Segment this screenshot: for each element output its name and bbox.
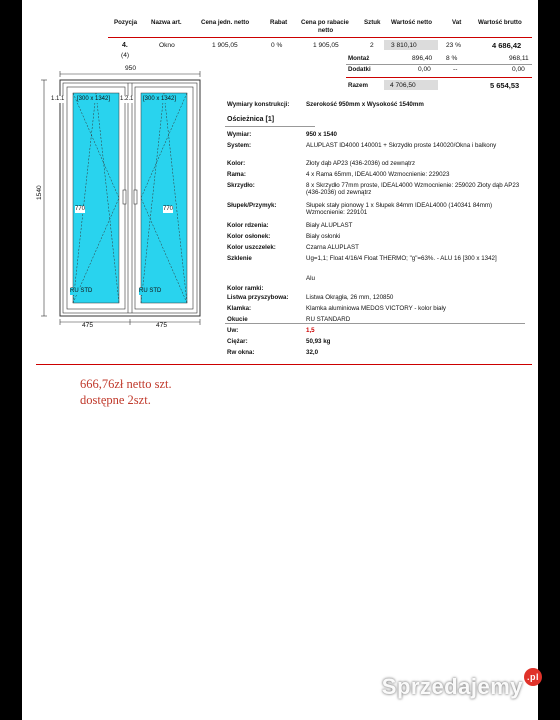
spec-label: Kolor osłonek:: [227, 233, 271, 240]
spec-value: Biały osłonki: [306, 233, 341, 240]
left-glass-pane: [73, 93, 119, 303]
watermark-suffix: .pl: [524, 668, 542, 686]
spec-wymiary-label: Wymiary konstrukcji:: [227, 101, 290, 108]
watermark-text: Sprzedajemy: [381, 674, 523, 699]
spec-wymiary-value: Szerokość 950mm x Wysokość 1540mm: [306, 101, 424, 108]
dim-bottom-right: 475: [156, 322, 168, 329]
right-glass-size: [300 x 1342]: [143, 96, 177, 102]
price-note: 666,76zł netto szt.: [80, 377, 172, 391]
window-drawing: [34, 62, 214, 342]
spec-label: Kolor rdzenia:: [227, 222, 269, 229]
spec-label: Kolor uszczelek:: [227, 244, 276, 251]
row-wartosc-netto: 3 810,10: [391, 42, 417, 49]
row-rabat: 0 %: [271, 42, 283, 49]
header-cena-jedn: Cena jedn. netto: [201, 19, 250, 26]
row-sztuk: 2: [370, 42, 374, 49]
spec-value: Klamka aluminiowa MEDOS VICTORY - kolor biały: [306, 305, 446, 312]
spec-label: Kolor ramki:: [227, 285, 264, 292]
uw-value: 1,5: [306, 327, 315, 334]
spec-value: RU STANDARD: [306, 316, 351, 323]
left-handle-height: 770: [75, 206, 86, 212]
spec-label: Szklenie: [227, 255, 252, 262]
spec-label: Okucie: [227, 316, 248, 323]
row-cena-jedn: 1 905,05: [212, 42, 238, 49]
extra-dodatki-netto: 0,00: [418, 66, 431, 73]
ciezar-value: 50,93 kg: [306, 338, 331, 345]
uw-label: Uw:: [227, 327, 239, 334]
availability-note: dostępne 2szt.: [80, 393, 151, 407]
spec-section-underline: [225, 126, 315, 127]
extra-montaz-netto: 896,40: [412, 55, 433, 62]
document-page: [22, 0, 538, 720]
extra-montaz-label: Montaż: [348, 55, 370, 62]
spec-value: Ug=1,1; Float 4/16/4 Float THERMO; "g"=63%. - ALU 16 [300 x 1342]: [306, 255, 497, 262]
header-nazwa: Nazwa art.: [151, 19, 182, 26]
spec-label: Wymiar:: [227, 131, 252, 138]
rw-value: 32,0: [306, 349, 319, 356]
row-pozycja-sub: (4): [121, 52, 130, 59]
section-divider: [36, 364, 532, 365]
extra-montaz-brutto: 968,11: [509, 55, 529, 62]
extra-dodatki-label: Dodatki: [348, 66, 371, 73]
right-vent-label: RU STD: [139, 288, 162, 294]
dim-bottom-left: 475: [82, 322, 94, 329]
row-vat: 23 %: [446, 42, 462, 49]
dim-height: 1540: [36, 185, 43, 200]
left-sash-id: 1.1.1: [51, 96, 65, 102]
extra-montaz-vat: 8 %: [446, 55, 458, 62]
row-pozycja: 4.: [122, 42, 128, 49]
spec-label: Słupek/Przymyk:: [227, 202, 277, 209]
right-glass-pane: [141, 93, 187, 303]
spec-value: 950 x 1540: [306, 131, 337, 138]
spec-value: Biały ALUPLAST: [306, 222, 353, 229]
spec-divider: [225, 323, 525, 324]
spec-value: Słupek stały pionowy 1 x Słupek 84mm IDEAL4000 (140341 84mm) Wzmocnienie: 229101: [306, 202, 493, 217]
right-sash-id: 1.2.1: [120, 96, 134, 102]
extra-divider-2: [346, 77, 532, 78]
spec-value: 4 x Rama 65mm, IDEAL4000 Wzmocnienie: 229023: [306, 171, 450, 178]
header-wartosc-netto: Wartość netto: [391, 19, 433, 26]
spec-value: ALUPLAST ID4000 140001 + Skrzydło proste 140020/Okna i balkony: [306, 142, 497, 149]
rw-label: Rw okna:: [227, 349, 255, 356]
left-glass-size: [300 x 1342]: [77, 96, 111, 102]
spec-label: Skrzydło:: [227, 182, 255, 189]
spec-value: 8 x Skrzydło 77mm proste, IDEAL4000 Wzmocnienie: 259020 Złoty dąb AP23 (436-2036) od zewnątrz: [306, 182, 520, 197]
right-handle-icon: [134, 190, 137, 204]
spec-value: Czarna ALUPLAST: [306, 244, 359, 251]
dim-width: 950: [125, 65, 137, 72]
spec-value: Alu: [306, 275, 315, 282]
header-wartosc-brutto: Wartość brutto: [478, 19, 522, 26]
header-cena-po-rabacie-netto: netto: [318, 27, 334, 34]
razem-netto: 4 706,50: [390, 82, 416, 89]
watermark-logo: [382, 674, 542, 700]
header-sztuk: Sztuk: [364, 19, 381, 26]
right-handle-height: 770: [163, 206, 174, 212]
razem-label: Razem: [348, 82, 368, 89]
left-vent-label: RU STD: [70, 288, 93, 294]
extra-dodatki-brutto: 0,00: [512, 66, 525, 73]
extra-dodatki-vat: --: [453, 66, 458, 73]
row-nazwa: Okno: [159, 42, 175, 49]
header-cena-po-rabacie: Cena po rabacie: [301, 19, 349, 26]
row-cena-po-rabacie: 1 905,05: [313, 42, 339, 49]
row-wartosc-brutto: 4 686,42: [492, 41, 522, 50]
spec-label: Kolor:: [227, 160, 246, 167]
left-handle-icon: [123, 190, 126, 204]
spec-label: Rama:: [227, 171, 246, 178]
extra-divider-1: [346, 64, 532, 65]
header-divider: [108, 37, 532, 38]
spec-label: Listwa przyszybowa:: [227, 294, 289, 301]
spec-label: Klamka:: [227, 305, 252, 312]
spec-section-title: Ościeżnica [1]: [227, 116, 275, 123]
header-pozycja: Pozycja: [114, 19, 138, 26]
spec-value: Listwa Okrągła, 26 mm, 120850: [306, 294, 394, 301]
header-rabat: Rabat: [270, 19, 288, 26]
ciezar-label: Ciężar:: [227, 338, 248, 345]
spec-value: Złoty dąb AP23 (436-2036) od zewnątrz: [306, 160, 416, 167]
spec-label: System:: [227, 142, 252, 149]
razem-brutto: 5 654,53: [490, 81, 520, 90]
header-vat: Vat: [452, 19, 462, 26]
